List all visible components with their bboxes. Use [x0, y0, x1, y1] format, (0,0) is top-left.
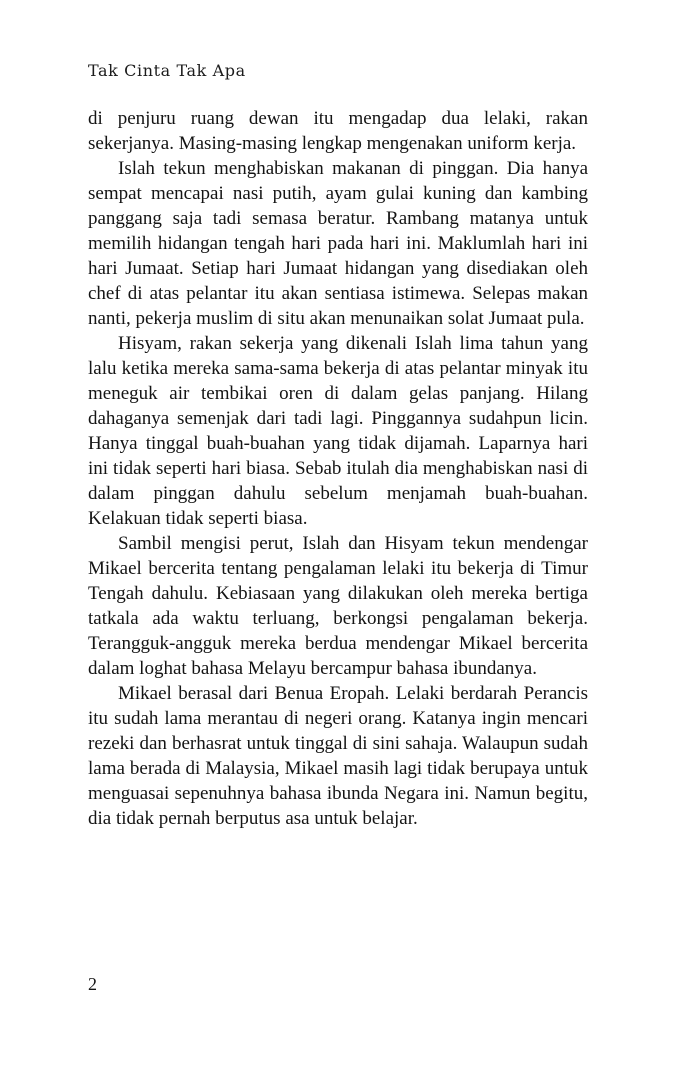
- paragraph: di penjuru ruang dewan itu mengadap dua lelaki, rakan sekerjanya. Masing-masing lengkap mengenakan uniform kerja.: [88, 108, 588, 154]
- page-number: 2: [88, 974, 97, 994]
- paragraph: Islah tekun menghabiskan makanan di pinggan. Dia hanya sempat mencapai nasi putih, ayam gulai kuning dan kambing panggang saja tadi semasa beratur. Rambang matanya untuk memilih hidangan tengah hari pada hari ini. Maklumlah hari ini hari Jumaat. Setiap hari Jumaat hidangan yang disediakan oleh chef di atas pelantar itu akan sentiasa istimewa. Selepas makan nanti, pekerja muslim di situ akan menunaikan solat Jumaat pula.: [88, 158, 588, 329]
- body-text: [88, 106, 588, 831]
- paragraph: Mikael berasal dari Benua Eropah. Lelaki berdarah Perancis itu sudah lama merantau di negeri orang. Katanya ingin mencari rezeki dan berhasrat untuk tinggal di sini sahaja. Walaupun sudah lama berada di Malaysia, Mikael masih lagi tidak berupaya untuk menguasai sepenuhnya bahasa ibunda Negara ini. Namun begitu, dia tidak pernah berputus asa untuk belajar.: [88, 683, 588, 829]
- paragraph: Sambil mengisi perut, Islah dan Hisyam tekun mendengar Mikael bercerita tentang pengalaman lelaki itu bekerja di Timur Tengah dahulu. Kebiasaan yang dilakukan oleh mereka bertiga tatkala ada waktu terluang, berkongsi pengalaman bekerja. Terangguk-angguk mereka berdua mendengar Mikael bercerita dalam loghat bahasa Melayu bercampur bahasa ibundanya.: [88, 533, 588, 679]
- paragraph: Hisyam, rakan sekerja yang dikenali Islah lima tahun yang lalu ketika mereka sama-sama bekerja di atas pelantar minyak itu meneguk air tembikai oren di dalam gelas panjang. Hilang dahaganya semenjak dari tadi lagi. Pinggannya sudahpun licin. Hanya tinggal buah-buahan yang tidak dijamah. Laparnya hari ini tidak seperti hari biasa. Sebab itulah dia menghabiskan nasi di dalam pinggan dahulu sebelum menjamah buah-buahan. Kelakuan tidak seperti biasa.: [88, 333, 588, 529]
- running-header: Tak Cinta Tak Apa: [88, 61, 246, 80]
